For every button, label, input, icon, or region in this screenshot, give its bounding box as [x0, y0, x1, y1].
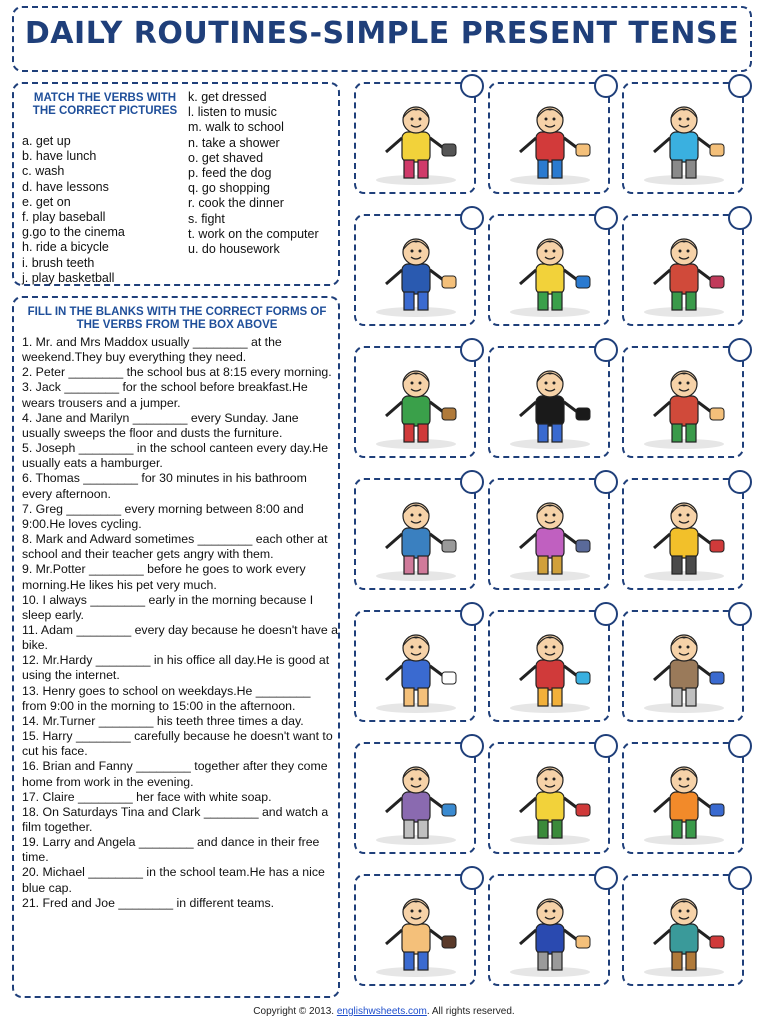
- sentence-item: 6. Thomas ________ for 30 minutes in his bathroom every afternoon.: [22, 471, 307, 501]
- picture-shopping[interactable]: [488, 478, 610, 590]
- page-title: DAILY ROUTINES-SIMPLE PRESENT TENSE: [24, 16, 740, 51]
- verb-item: j. play basketball: [22, 270, 115, 285]
- picture-basketball[interactable]: [622, 742, 744, 854]
- verb-item: a. get up: [22, 134, 71, 148]
- sentence-item: 17. Claire ________ her face with white soap.: [22, 789, 272, 804]
- verb-item: u. do housework: [188, 242, 280, 257]
- picture-bicycle[interactable]: [354, 82, 476, 194]
- cartoon-illustration: [496, 754, 604, 846]
- cartoon-illustration: [496, 226, 604, 318]
- cartoon-illustration: [630, 490, 738, 582]
- cartoon-illustration: [630, 94, 738, 186]
- sentence-item: 18. On Saturdays Tina and Clark ________ and watch a film together.: [22, 804, 329, 834]
- cartoon-illustration: [362, 94, 470, 186]
- sentence-item: 20. Michael ________ in the school team.He has a nice blue cap.: [22, 865, 325, 895]
- sentence-item: 4. Jane and Marilyn ________ every Sunday. Jane usually sweeps the floor and dusts the furniture.: [22, 410, 299, 440]
- picture-waking-up[interactable]: [488, 742, 610, 854]
- picture-baseball[interactable]: [354, 610, 476, 722]
- picture-brushing[interactable]: [354, 874, 476, 986]
- sentence-item: 3. Jack ________ for the school before breakfast.He wears trousers and a jumper.: [22, 380, 308, 410]
- sentence-item: 12. Mr.Hardy ________ in his office all day.He is good at using the internet.: [22, 653, 330, 683]
- verb-item: p. feed the dog: [188, 166, 272, 181]
- sentence-item: 13. Henry goes to school on weekdays.He ________ from 9:00 in the morning to 15:00 in the afternoon.: [22, 683, 311, 713]
- sentence-item: 7. Greg ________ every morning between 8:00 and 9:00.He loves cycling.: [22, 501, 304, 531]
- sentence-item: 10. I always ________ early in the morning because I sleep early.: [22, 592, 314, 622]
- verb-list-right: [188, 90, 338, 257]
- sentence-item: 16. Brian and Fanny ________ together after they come home from work in the evening.: [22, 759, 328, 789]
- picture-fight[interactable]: [622, 346, 744, 458]
- verb-item: e. get on: [22, 194, 71, 209]
- verb-item: s. fight: [188, 211, 225, 226]
- title-box: [12, 6, 752, 72]
- verb-item: g.go to the cinema: [22, 225, 125, 240]
- fill-heading: FILL IN THE BLANKS WITH THE CORRECT FORMS OF THE VERBS FROM THE BOX ABOVE: [27, 306, 327, 331]
- picture-cinema[interactable]: [488, 82, 610, 194]
- picture-school-bus[interactable]: [622, 478, 744, 590]
- cartoon-illustration: [496, 94, 604, 186]
- sentence-item: 5. Joseph ________ in the school canteen every day.He usually eats a hamburger.: [22, 441, 329, 471]
- verb-item: c. wash: [22, 164, 65, 179]
- picture-music[interactable]: [488, 214, 610, 326]
- picture-computer[interactable]: [622, 610, 744, 722]
- cartoon-illustration: [630, 226, 738, 318]
- copyright-text: Copyright © 2013.: [253, 1006, 337, 1017]
- sentence-item: 15. Harry ________ carefully because he doesn't want to cut his face.: [22, 729, 333, 759]
- match-box: [12, 82, 340, 286]
- verb-item: o. get shaved: [188, 150, 264, 165]
- cartoon-illustration: [496, 622, 604, 714]
- sentence-item: 2. Peter ________ the school bus at 8:15 every morning.: [22, 365, 332, 380]
- verb-item: m. walk to school: [188, 120, 284, 135]
- copyright-footer: [0, 1006, 768, 1017]
- verb-item: d. have lessons: [22, 179, 109, 194]
- cartoon-illustration: [496, 358, 604, 450]
- cartoon-illustration: [362, 358, 470, 450]
- picture-dressing[interactable]: [354, 214, 476, 326]
- verb-item: f. play baseball: [22, 210, 106, 225]
- sentence-item: 8. Mark and Adward sometimes ________ each other at school and their teacher gets angry with them.: [22, 532, 328, 562]
- cartoon-illustration: [630, 886, 738, 978]
- cartoon-illustration: [362, 226, 470, 318]
- sentence-item: 21. Fred and Joe ________ in different teams.: [22, 895, 275, 910]
- verb-item: r. cook the dinner: [188, 196, 284, 211]
- verb-item: b. have lunch: [22, 149, 97, 164]
- verb-item: k. get dressed: [188, 90, 267, 104]
- picture-cooking[interactable]: [354, 478, 476, 590]
- picture-shaving[interactable]: [488, 874, 610, 986]
- picture-shower[interactable]: [622, 82, 744, 194]
- cartoon-illustration: [362, 886, 470, 978]
- sentence-list: [22, 335, 338, 911]
- picture-lunch[interactable]: [354, 346, 476, 458]
- cartoon-illustration: [630, 358, 738, 450]
- cartoon-illustration: [362, 754, 470, 846]
- verb-item: i. brush teeth: [22, 255, 95, 270]
- sentence-item: 1. Mr. and Mrs Maddox usually ________ at the weekend.They buy everything they need.: [22, 335, 282, 365]
- verb-item: h. ride a bicycle: [22, 240, 109, 255]
- picture-walk-school[interactable]: [622, 214, 744, 326]
- sentence-item: 9. Mr.Potter ________ before he goes to work every morning.He likes his pet very much.: [22, 562, 306, 592]
- cartoon-illustration: [630, 622, 738, 714]
- sentence-item: 11. Adam ________ every day because he doesn't have a bike.: [22, 622, 338, 653]
- cartoon-illustration: [362, 490, 470, 582]
- verb-item: l. listen to music: [188, 105, 277, 120]
- verb-item: n. take a shower: [188, 135, 280, 150]
- picture-sil-people[interactable]: [488, 346, 610, 458]
- fill-box: [12, 296, 340, 998]
- website-link[interactable]: englishwsheets.com: [336, 1006, 427, 1017]
- copyright-rights: . All rights reserved.: [426, 1006, 515, 1017]
- picture-feed-dog[interactable]: [622, 874, 744, 986]
- cartoon-illustration: [496, 886, 604, 978]
- picture-housework[interactable]: [354, 742, 476, 854]
- sentence-item: 14. Mr.Turner ________ his teeth three times a day.: [22, 713, 304, 728]
- match-heading: MATCH THE VERBS WITH THE CORRECT PICTURES: [32, 92, 178, 117]
- cartoon-illustration: [630, 754, 738, 846]
- cartoon-illustration: [362, 622, 470, 714]
- picture-washing[interactable]: [488, 610, 610, 722]
- cartoon-illustration: [496, 490, 604, 582]
- verb-item: q. go shopping: [188, 181, 271, 196]
- sentence-item: 19. Larry and Angela ________ and dance in their free time.: [22, 835, 320, 865]
- verb-list-left: [22, 134, 125, 286]
- verb-item: t. work on the computer: [188, 226, 319, 241]
